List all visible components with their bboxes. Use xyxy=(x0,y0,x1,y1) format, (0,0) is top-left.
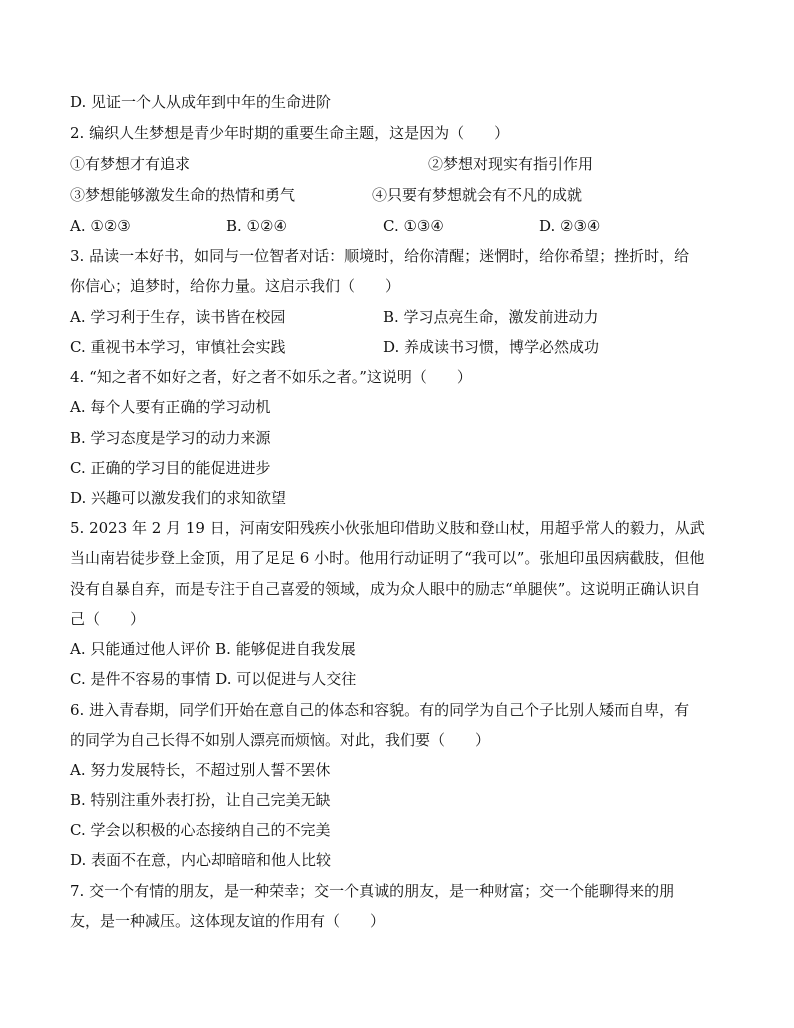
q6-option-a: A. 努力发展特长，不超过别人誓不罢休 xyxy=(70,761,331,779)
question-5-stem-line-1: 5. 2023 年 2 月 19 日，河南安阳残疾小伙张旭印借助义肢和登山杖，用超乎常人的毅力，从武 xyxy=(70,519,705,537)
q5-options-ab: A. 只能通过他人评价 B. 能够促进自我发展 xyxy=(70,640,356,658)
q3-option-a: A. 学习利于生存，读书皆在校园 xyxy=(70,308,286,326)
q3-option-c: C. 重视书本学习，审慎社会实践 xyxy=(70,338,286,356)
q2-option-d: D. ②③④ xyxy=(539,217,601,235)
q4-option-b: B. 学习态度是学习的动力来源 xyxy=(70,429,271,447)
q6-option-b: B. 特别注重外表打扮，让自己完美无缺 xyxy=(70,791,331,809)
q2-option-b: B. ①②④ xyxy=(226,217,287,235)
q6-option-d: D. 表面不在意，内心却暗暗和他人比较 xyxy=(70,851,332,869)
q4-option-a: A. 每个人要有正确的学习动机 xyxy=(70,398,271,416)
q5-options-cd: C. 是件不容易的事情 D. 可以促进与人交往 xyxy=(70,670,357,688)
q2-option-a: A. ①②③ xyxy=(70,217,131,235)
question-4-stem: 4. “知之者不如好之者，好之者不如乐之者。”这说明（ ） xyxy=(70,368,472,386)
question-5-stem-line-3: 没有自暴自弃，而是专注于自己喜爱的领域，成为众人眼中的励志“单腿侠”。这说明正确认识自 xyxy=(70,580,701,598)
q2-statement-3: ③梦想能够激发生命的热情和勇气 xyxy=(70,186,296,204)
q2-statement-1: ①有梦想才有追求 xyxy=(70,155,191,173)
q3-option-b: B. 学习点亮生命，激发前进动力 xyxy=(383,308,599,326)
q6-option-c: C. 学会以积极的心态接纳自己的不完美 xyxy=(70,821,331,839)
q2-statement-4: ④只要有梦想就会有不凡的成就 xyxy=(372,186,583,204)
q4-option-d: D. 兴趣可以激发我们的求知欲望 xyxy=(70,489,287,507)
question-6-stem-line-1: 6. 进入青春期，同学们开始在意自己的体态和容貌。有的同学为自己个子比别人矮而自卑，有 xyxy=(70,701,690,719)
question-7-stem-line-1: 7. 交一个有情的朋友，是一种荣幸；交一个真诚的朋友，是一种财富；交一个能聊得来的朋 xyxy=(70,882,675,900)
q2-statement-2: ②梦想对现实有指引作用 xyxy=(428,155,594,173)
question-3-stem-line-2: 你信心；追梦时，给你力量。这启示我们（ ） xyxy=(70,277,401,295)
question-5-stem-line-4: 己（ ） xyxy=(70,610,146,628)
question-7-stem-line-2: 友，是一种减压。这体现友谊的作用有（ ） xyxy=(70,912,386,930)
question-3-stem-line-1: 3. 品读一本好书，如同与一位智者对话：顺境时，给你清醒；迷惘时，给你希望；挫折时，给 xyxy=(70,247,690,265)
question-2-stem: 2. 编织人生梦想是青少年时期的重要生命主题，这是因为（ ） xyxy=(70,124,510,142)
question-6-stem-line-2: 的同学为自己长得不如别人漂亮而烦恼。对此，我们要（ ） xyxy=(70,731,491,749)
q2-option-c: C. ①③④ xyxy=(383,217,444,235)
q1-option-d: D. 见证一个人从成年到中年的生命进阶 xyxy=(70,93,332,111)
question-5-stem-line-2: 当山南岩徒步登上金顶，用了足足 6 小时。他用行动证明了“我可以”。张旭印虽因病截肢，但他 xyxy=(70,549,705,567)
q4-option-c: C. 正确的学习目的能促进进步 xyxy=(70,459,271,477)
q3-option-d: D. 养成读书习惯，博学必然成功 xyxy=(383,338,600,356)
